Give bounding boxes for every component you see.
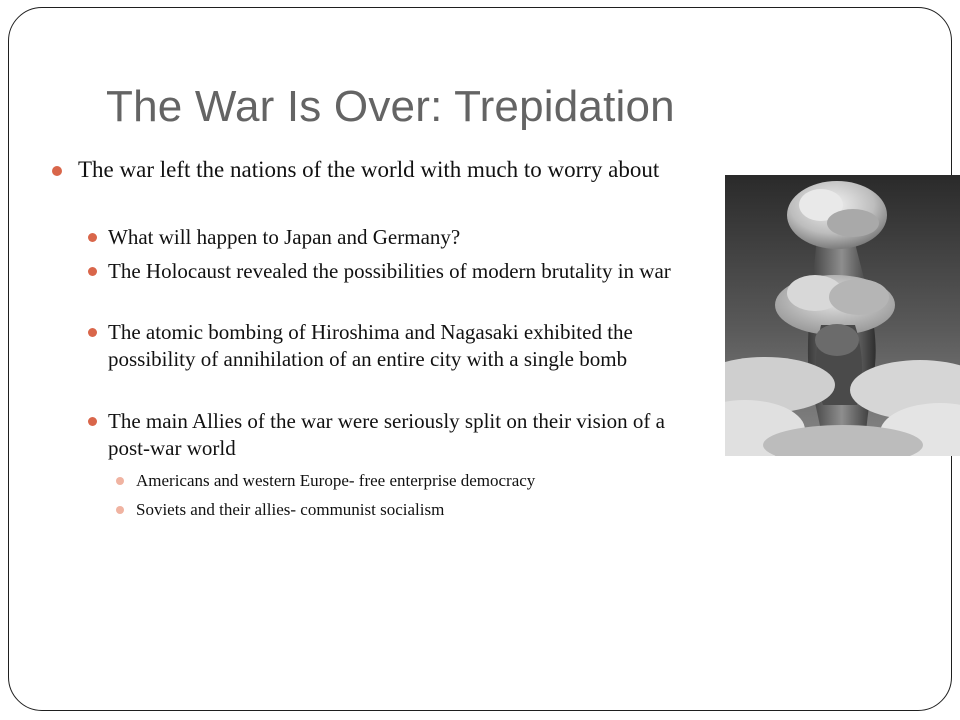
bullet-holocaust	[108, 258, 678, 285]
bullet-text: The Holocaust revealed the possibilities of modern brutality in war	[108, 259, 671, 283]
bullet-allies-split	[108, 408, 678, 462]
bullet-dot-icon	[116, 477, 124, 485]
bullet-dot-icon	[88, 328, 97, 337]
bullet-dot-icon	[116, 506, 124, 514]
bullet-dot-icon	[52, 166, 62, 176]
mushroom-cloud-icon	[725, 175, 960, 456]
bullet-text: Americans and western Europe- free enterprise democracy	[136, 471, 536, 490]
mushroom-cloud-photo	[725, 175, 960, 456]
bullet-dot-icon	[88, 233, 97, 242]
bullet-socialism	[136, 499, 696, 521]
bullet-text: The war left the nations of the world with much to worry about	[78, 157, 660, 182]
bullet-japan-germany	[108, 224, 678, 251]
bullet-war-worries	[78, 155, 678, 185]
bullet-dot-icon	[88, 417, 97, 426]
bullet-atomic-bombing	[108, 319, 678, 373]
bullet-text: What will happen to Japan and Germany?	[108, 225, 461, 249]
bullet-text: Soviets and their allies- communist socialism	[136, 500, 445, 519]
bullet-text: The main Allies of the war were seriously split on their vision of a post-war world	[108, 409, 665, 460]
bullet-dot-icon	[88, 267, 97, 276]
bullet-democracy	[136, 470, 696, 492]
slide-title: The War Is Over: Trepidation	[106, 82, 675, 131]
bullet-text: The atomic bombing of Hiroshima and Nagasaki exhibited the possibility of annihilation of an entire city with a single bomb	[108, 320, 633, 371]
